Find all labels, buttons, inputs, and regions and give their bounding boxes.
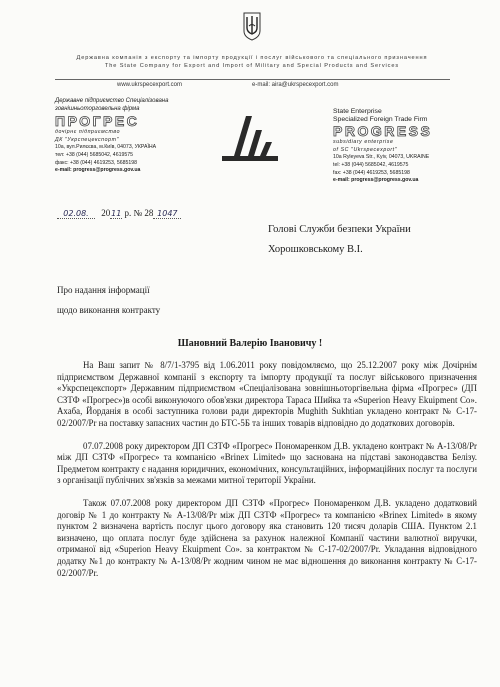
ref-number-prefix: р. № 28: [124, 208, 154, 218]
right-org-line2: Specialized Foreign Trade Firm: [333, 115, 428, 123]
ref-date-handwritten: 02.08.: [57, 209, 95, 219]
left-org-line1: Державне підприємство Спеціалізована: [55, 98, 169, 104]
header-rule: [55, 79, 450, 80]
left-org-address: 10а, вул.Рилєєва, м.Київ, 04073, УКРАЇНА: [55, 144, 157, 151]
right-org-tel: tel: +38 (044) 5685042, 4619575: [333, 161, 409, 168]
addressee-line2: Хорошковському В.І.: [268, 244, 363, 255]
header-company-en: The State Company for Export and Import of Military and Special Products and Services: [104, 63, 400, 69]
addressee: [268, 220, 411, 260]
right-org-block: [333, 108, 432, 185]
ref-year-prefix: 20: [101, 208, 111, 218]
ref-year-handwritten: 11: [111, 209, 122, 218]
right-org-address: 10a Ryleyeva Str., Kyiv, 04073, UKRAINE: [333, 154, 430, 161]
header-email: e-mail: aira@ukrspecexport.com: [252, 82, 339, 88]
right-org-sub2: of SC "Ukrspecexport": [333, 146, 398, 153]
right-org-fax: fax: +38 (044) 4619253, 5685198: [333, 169, 410, 176]
left-org-sub2: ДК "Укрспецекспорт": [55, 136, 119, 143]
header-web: www.ukrspecexport.com: [117, 82, 183, 88]
header-company-ua: Державна компанія з експорту та імпорту продукції і послуг військового та спеціального призначення: [76, 55, 428, 61]
ref-number-handwritten: 1047: [153, 209, 181, 219]
salutation: Шановний Валерію Івановичу !: [177, 338, 323, 349]
left-org-block: [55, 98, 168, 175]
left-org-line2: зовнішньоторговельна фірма: [55, 105, 140, 112]
letter-body: [57, 360, 477, 579]
subject-line2: щодо виконання контракту: [57, 305, 161, 315]
left-org-email: e-mail: progress@progress.gov.ua: [55, 167, 141, 174]
left-org-tel: тел: +38 (044) 5685042, 4619575: [55, 151, 134, 158]
right-org-email: e-mail: progress@progress.gov.ua: [333, 177, 419, 184]
subject-line1: Про надання інформації: [57, 285, 150, 295]
addressee-line1: Голові Служби безпеки України: [268, 224, 411, 235]
right-org-line1: State Enterprise: [333, 108, 382, 115]
left-org-brand: ПРОГРЕС: [55, 113, 140, 130]
company-logo: [222, 106, 278, 164]
right-org-brand: PROGRESS: [333, 123, 433, 140]
left-org-sub1: дочірнє підприємство: [55, 129, 121, 136]
left-org-fax: факс: +38 (044) 4619253, 5685198: [55, 159, 138, 166]
reference-line: [57, 208, 181, 219]
body-paragraph: Також 07.07.2008 року директором ДП СЗТФ «Прогрес» Пономаренком Д.В. укладено додатковий договір № 1 до контракту № А-13/08/Pr між ДП СЗТФ «Прогрес» та компанією «Brinex Limited» в якому пунктом 2 визначена вартість послуг цього договору яка становить 120 тисяч доларів США. Пунктом 2.1 визначено, що оплата послуг буде здійснена за рахунок належної Компанії частини валютної виручки, отриманої від «Superion Heavy Ekuipment Co». за контрактом № С-17-02/2007/Pr. Укладання відповідного додатку №1 до контракту № А-13/08/Pr жодним чином не має відношення до виконання контракту № С-17-02/2007/Pr.: [57, 497, 477, 578]
trident-emblem-icon: [242, 11, 262, 41]
right-org-sub1: subsidiary enterprise: [333, 139, 394, 146]
subject: [57, 280, 160, 320]
body-paragraph: 07.07.2008 року директором ДП СЗТФ «Прогрес» Пономаренком Д.В. укладено контракт № А-13/08/Pr між ДП СЗТФ «Прогрес» та компанією «Brinex Limited» що заснована на підставі законодавства Белізу. Предметом контракту є надання юридичних, економічних, консультаційних, інформаційних послуг та послуги з організації публічних зв'язків за межами митної території України.: [57, 440, 477, 486]
body-paragraph: На Ваш запит № 8/7/1-3795 від 1.06.2011 року повідомляємо, що 25.12.2007 року між Дочірнім підприємством Державної компанії з експорту та імпорту продукції та послуг військового призначення «Укрспецекспорт» Державним підприємством «Спеціалізована зовнішньоторгівельна фірма «Прогрес» (ДП СЗТФ «Прогрес»)в особі виконуючого обов'язки директора Тараса Шийка та «Superion Heavy Ekuipment Co». Ахаба, Йорданія в особі заступника голови ради директорів Mughith Sukhtian укладено контракт № С-17-02/2007/Pr на поставку запасних частин до БТС-5Б та інших товарів відповідно до додаткових договорів.: [57, 360, 477, 428]
